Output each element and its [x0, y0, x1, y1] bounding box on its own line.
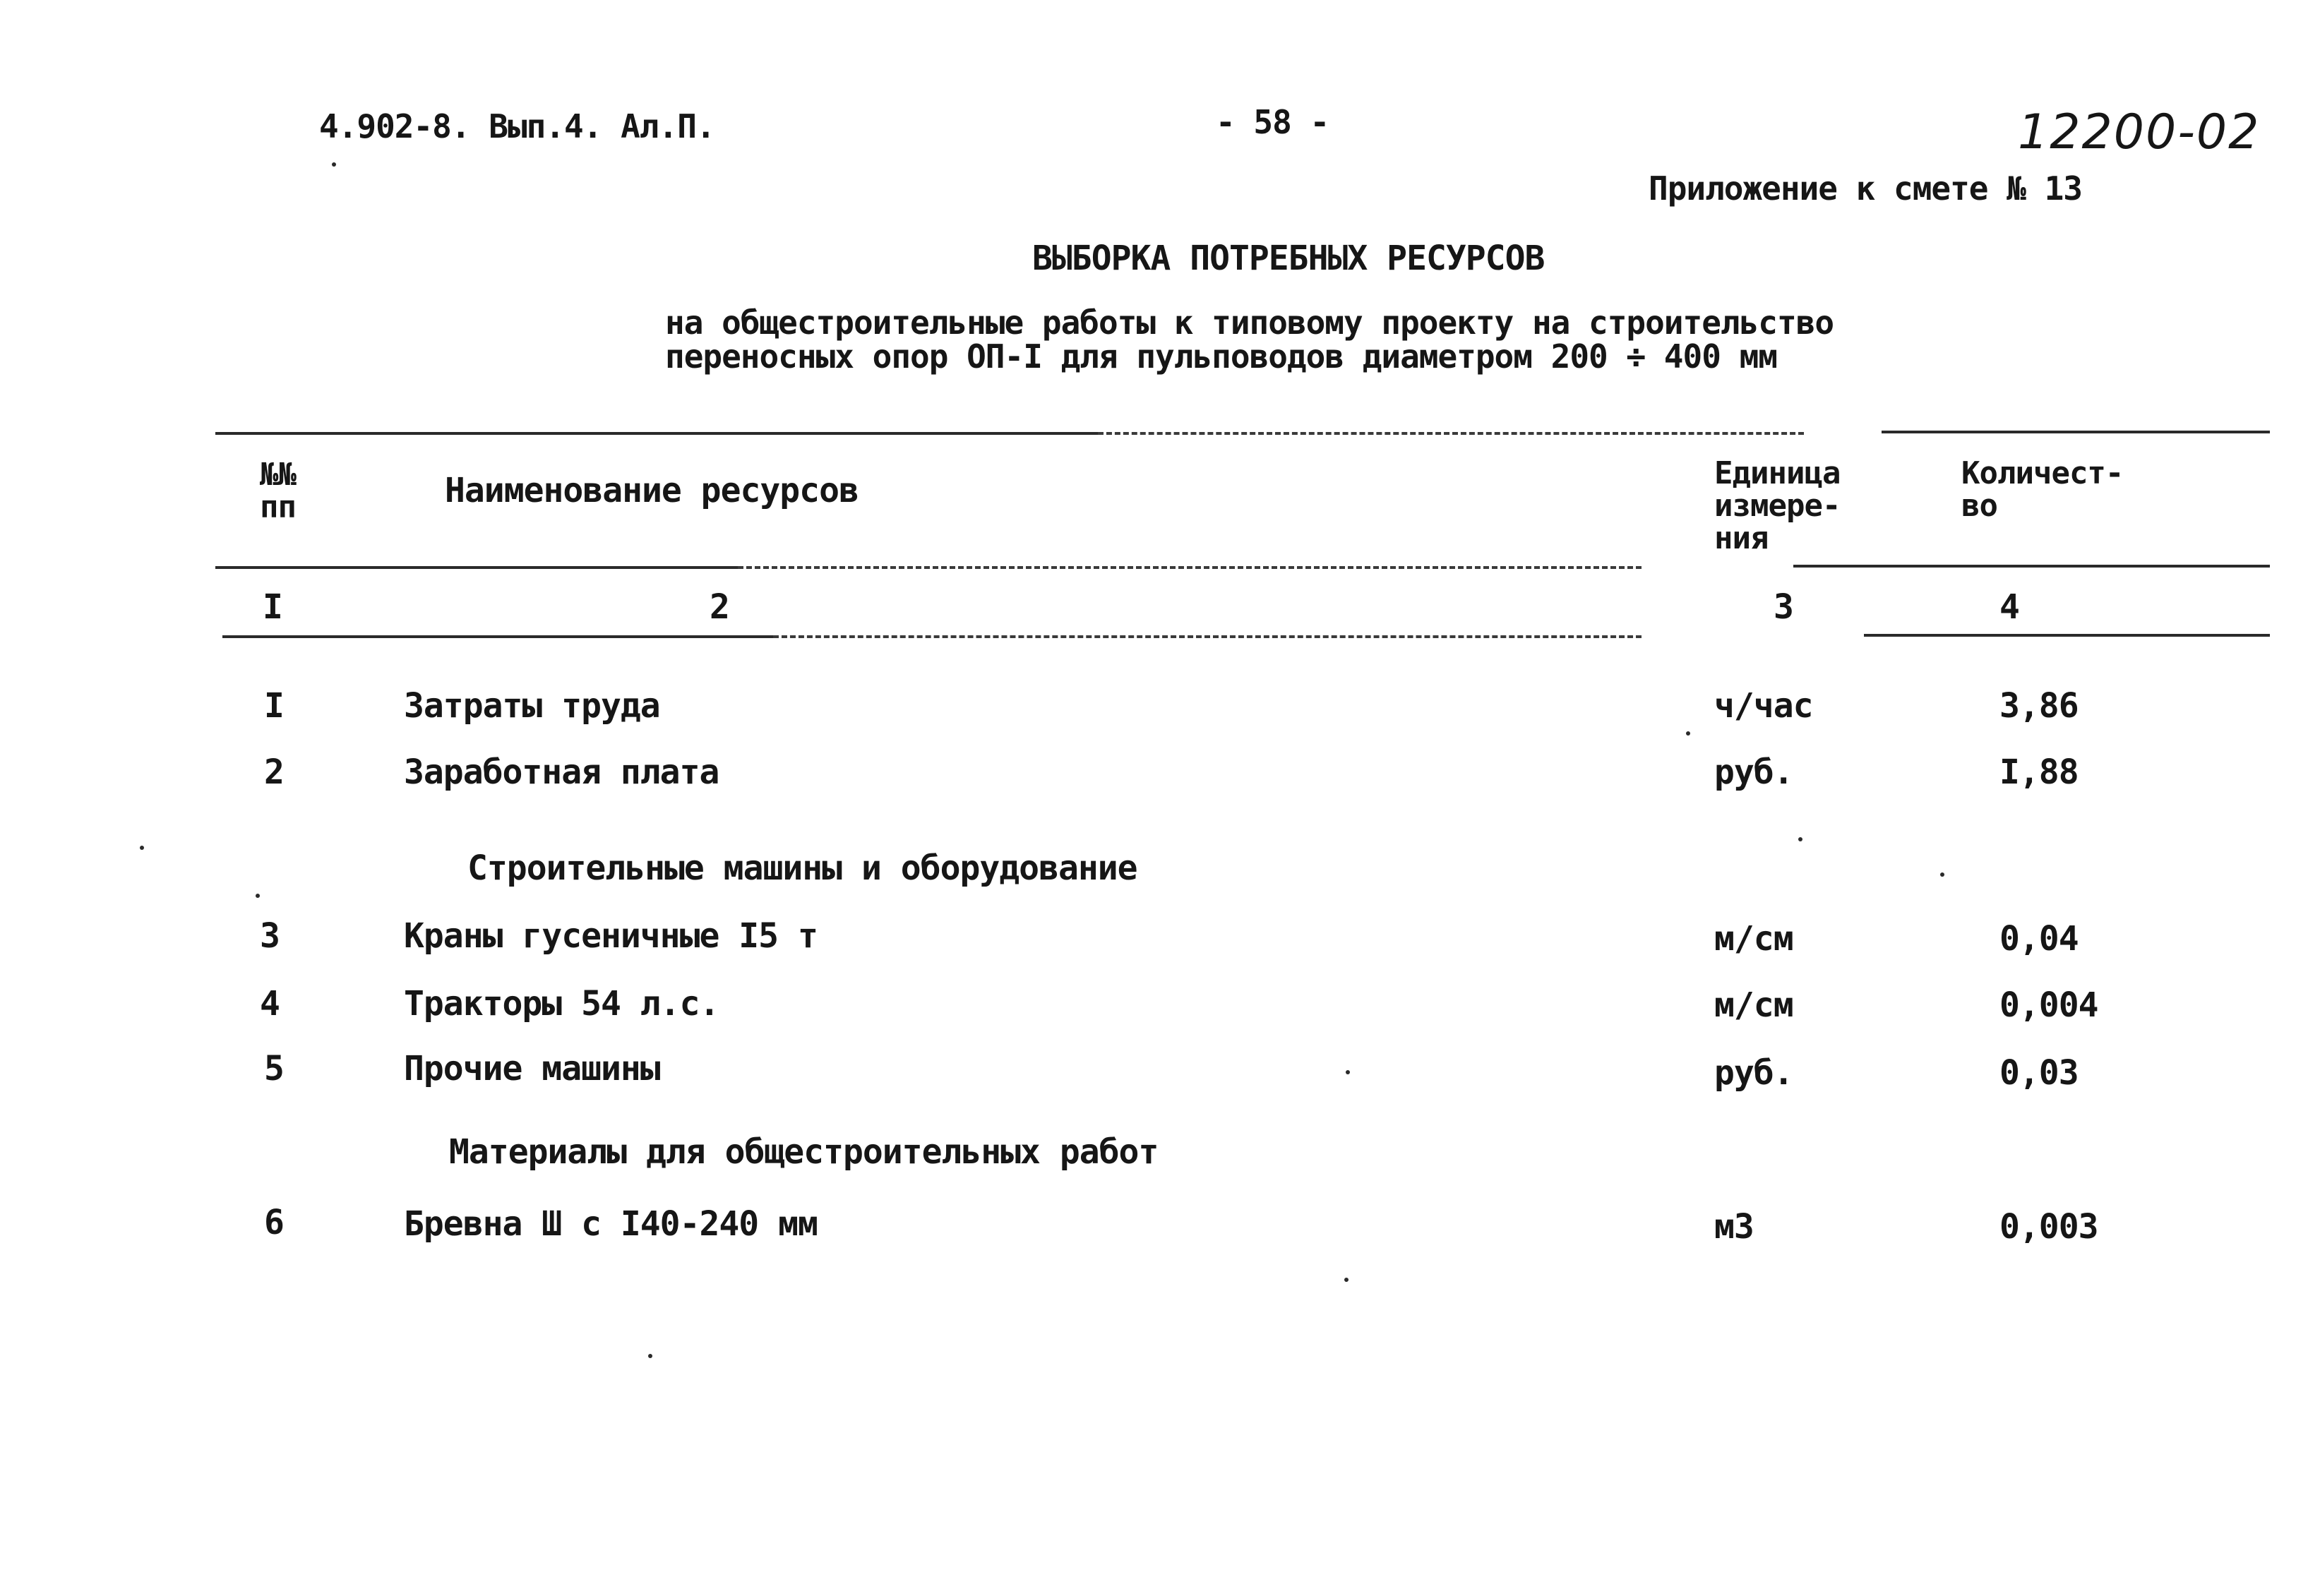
- column-header-number: №№ пп: [260, 457, 296, 525]
- column-number-1: I: [263, 587, 282, 627]
- subtitle-line-2: переносных опор ОП-I для пульповодов диаметром 200 ÷ 400 мм: [665, 337, 1777, 376]
- row-unit: м/см: [1714, 985, 1793, 1025]
- scan-speck: [1344, 1278, 1349, 1282]
- scan-speck: [332, 162, 336, 167]
- row-unit: ч/час: [1714, 686, 1813, 726]
- scan-speck: [1798, 837, 1802, 841]
- page-number: - 58 -: [1216, 103, 1329, 141]
- row-quantity: 0,004: [1999, 985, 2098, 1025]
- row-name: Заработная плата: [404, 752, 719, 792]
- section-heading-materials: Материалы для общестроительных работ: [449, 1132, 1159, 1172]
- row-quantity: 0,04: [1999, 919, 2079, 959]
- row-quantity: 0,03: [1999, 1053, 2079, 1093]
- scan-speck: [256, 894, 260, 898]
- row-number: 4: [260, 984, 280, 1024]
- row-number: 2: [264, 752, 284, 792]
- scan-speck: [1346, 1070, 1350, 1074]
- numbers-rule-mid: [773, 635, 1642, 638]
- row-unit: руб.: [1714, 752, 1793, 792]
- row-number: 6: [264, 1203, 284, 1242]
- row-unit: м3: [1714, 1207, 1754, 1247]
- document-title: ВЫБОРКА ПОТРЕБНЫХ РЕСУРСОВ: [1032, 239, 1545, 278]
- scan-speck: [648, 1354, 652, 1358]
- column-header-name: Наименование ресурсов: [445, 471, 859, 510]
- column-header-unit: Единица измере- ния: [1714, 455, 1841, 556]
- row-name: Прочие машины: [404, 1049, 660, 1088]
- header-rule-mid: [738, 566, 1642, 569]
- scan-speck: [1686, 731, 1690, 736]
- subtitle-line-1: на общестроительные работы к типовому проекту на строительство: [665, 304, 1834, 342]
- row-quantity: I,88: [1999, 752, 2079, 792]
- column-number-3: 3: [1774, 587, 1793, 627]
- table-top-rule-right: [1882, 431, 2270, 433]
- row-number: 5: [264, 1049, 284, 1088]
- row-name: Краны гусеничные I5 т: [404, 916, 818, 956]
- column-number-4: 4: [1999, 587, 2019, 627]
- column-header-quantity: Количест- во: [1961, 455, 2124, 524]
- numbers-rule-left: [222, 635, 773, 638]
- appendix-note: Приложение к смете № 13: [1649, 169, 2082, 208]
- row-name: Тракторы 54 л.с.: [404, 984, 719, 1024]
- section-heading-machines: Строительные машины и оборудование: [467, 848, 1137, 888]
- column-number-2: 2: [710, 587, 729, 627]
- numbers-rule-right: [1864, 634, 2270, 637]
- row-number: I: [264, 686, 284, 726]
- row-quantity: 0,003: [1999, 1207, 2098, 1247]
- row-name: Бревна Ш с I40-240 мм: [404, 1204, 818, 1244]
- row-unit: м/см: [1714, 919, 1793, 959]
- header-rule-right: [1793, 565, 2270, 568]
- header-rule-left: [215, 566, 738, 569]
- table-top-rule-left: [215, 432, 1098, 435]
- document-code: 4.902-8. Вып.4. Ал.П.: [319, 107, 715, 145]
- table-top-rule-mid: [1098, 432, 1804, 435]
- handwritten-archive-number: 12200-02: [2018, 104, 2261, 160]
- row-name: Затраты труда: [404, 686, 660, 726]
- row-number: 3: [260, 916, 280, 956]
- scan-speck: [140, 846, 144, 850]
- row-quantity: 3,86: [1999, 686, 2079, 726]
- row-unit: руб.: [1714, 1053, 1793, 1093]
- scan-speck: [1940, 872, 1944, 877]
